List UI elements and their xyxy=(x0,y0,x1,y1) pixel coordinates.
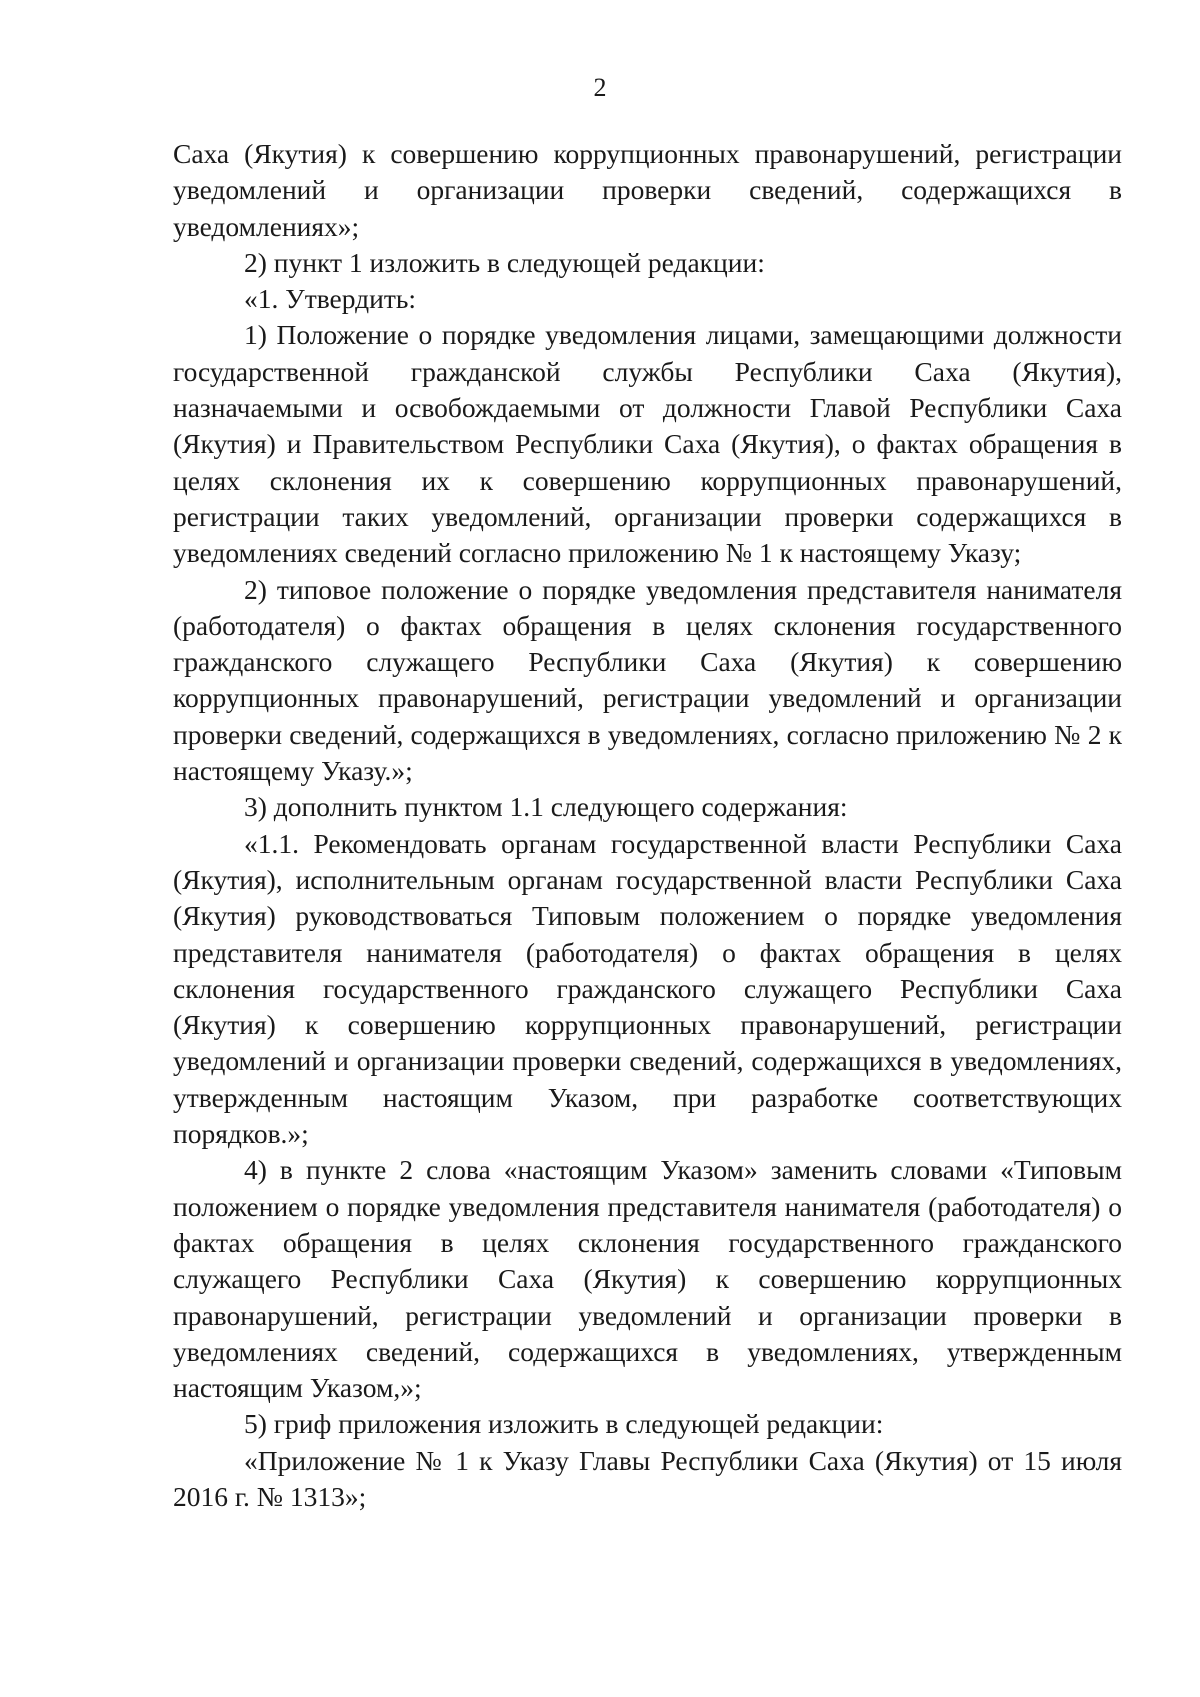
paragraph-appendix-heading: «Приложение № 1 к Указу Главы Республики Саха (Якутия) от 15 июля 2016 г. № 1313»; xyxy=(173,1444,1122,1512)
page-number: 2 xyxy=(593,73,607,102)
paragraph-item-2: 2) пункт 1 изложить в следующей редакции: xyxy=(244,246,765,278)
paragraph-approve: «1. Утвердить: xyxy=(244,283,417,315)
paragraph-continuation: Саха (Якутия) к совершению коррупционных правонарушений, регистрации уведомлений и организации проверки сведений, содержащихся в уведомлениях»; xyxy=(173,138,1122,242)
paragraph-item-3: 3) дополнить пунктом 1.1 следующего содержания: xyxy=(244,791,848,823)
paragraph-point-1-1: «1.1. Рекомендовать органам государственной власти Республики Саха (Якутия), исполнительным органам государственной власти Республики Саха (Якутия) руководствоваться Типовым положением о порядке уведомления представителя нанимателя (работодателя) о фактах обращения в целях склонения государственного гражданского служащего Республики Саха (Якутия) к совершению коррупционных правонарушений, регистрации уведомлений и организации проверки сведений, содержащихся в уведомлениях, утвержденным настоящим Указом, при разработке соответствующих порядков.»; xyxy=(173,827,1122,1150)
paragraph-item-4: 4) в пункте 2 слова «настоящим Указом» заменить словами «Типовым положением о порядке уведомления представителя нанимателя (работодателя) о фактах обращения в целях склонения государственного гражданского служащего Республики Саха (Якутия) к совершению коррупционных правонарушений, регистрации уведомлений и организации проверки в уведомлениях сведений, содержащихся в уведомлениях, утвержденным настоящим Указом,»; xyxy=(173,1154,1122,1404)
paragraph-item-5: 5) гриф приложения изложить в следующей редакции: xyxy=(244,1408,884,1440)
paragraph-subitem-2: 2) типовое положение о порядке уведомления представителя нанимателя (работодателя) о фактах обращения в целях склонения государственного гражданского служащего Республики Саха (Якутия) к совершению коррупционных правонарушений, регистрации уведомлений и организации проверки сведений, содержащихся в уведомлениях, согласно приложению № 2 к настоящему Указу.»; xyxy=(173,573,1122,787)
paragraph-subitem-1: 1) Положение о порядке уведомления лицами, замещающими должности государственной гражданской службы Республики Саха (Якутия), назначаемыми и освобождаемыми от должности Главой Республики Саха (Якутия) и Правительством Республики Саха (Якутия), о фактах обращения в целях склонения их к совершению коррупционных правонарушений, регистрации таких уведомлений, организации проверки содержащихся в уведомлениях сведений согласно приложению № 1 к настоящему Указу; xyxy=(173,319,1122,569)
document-body xyxy=(173,136,1122,1515)
